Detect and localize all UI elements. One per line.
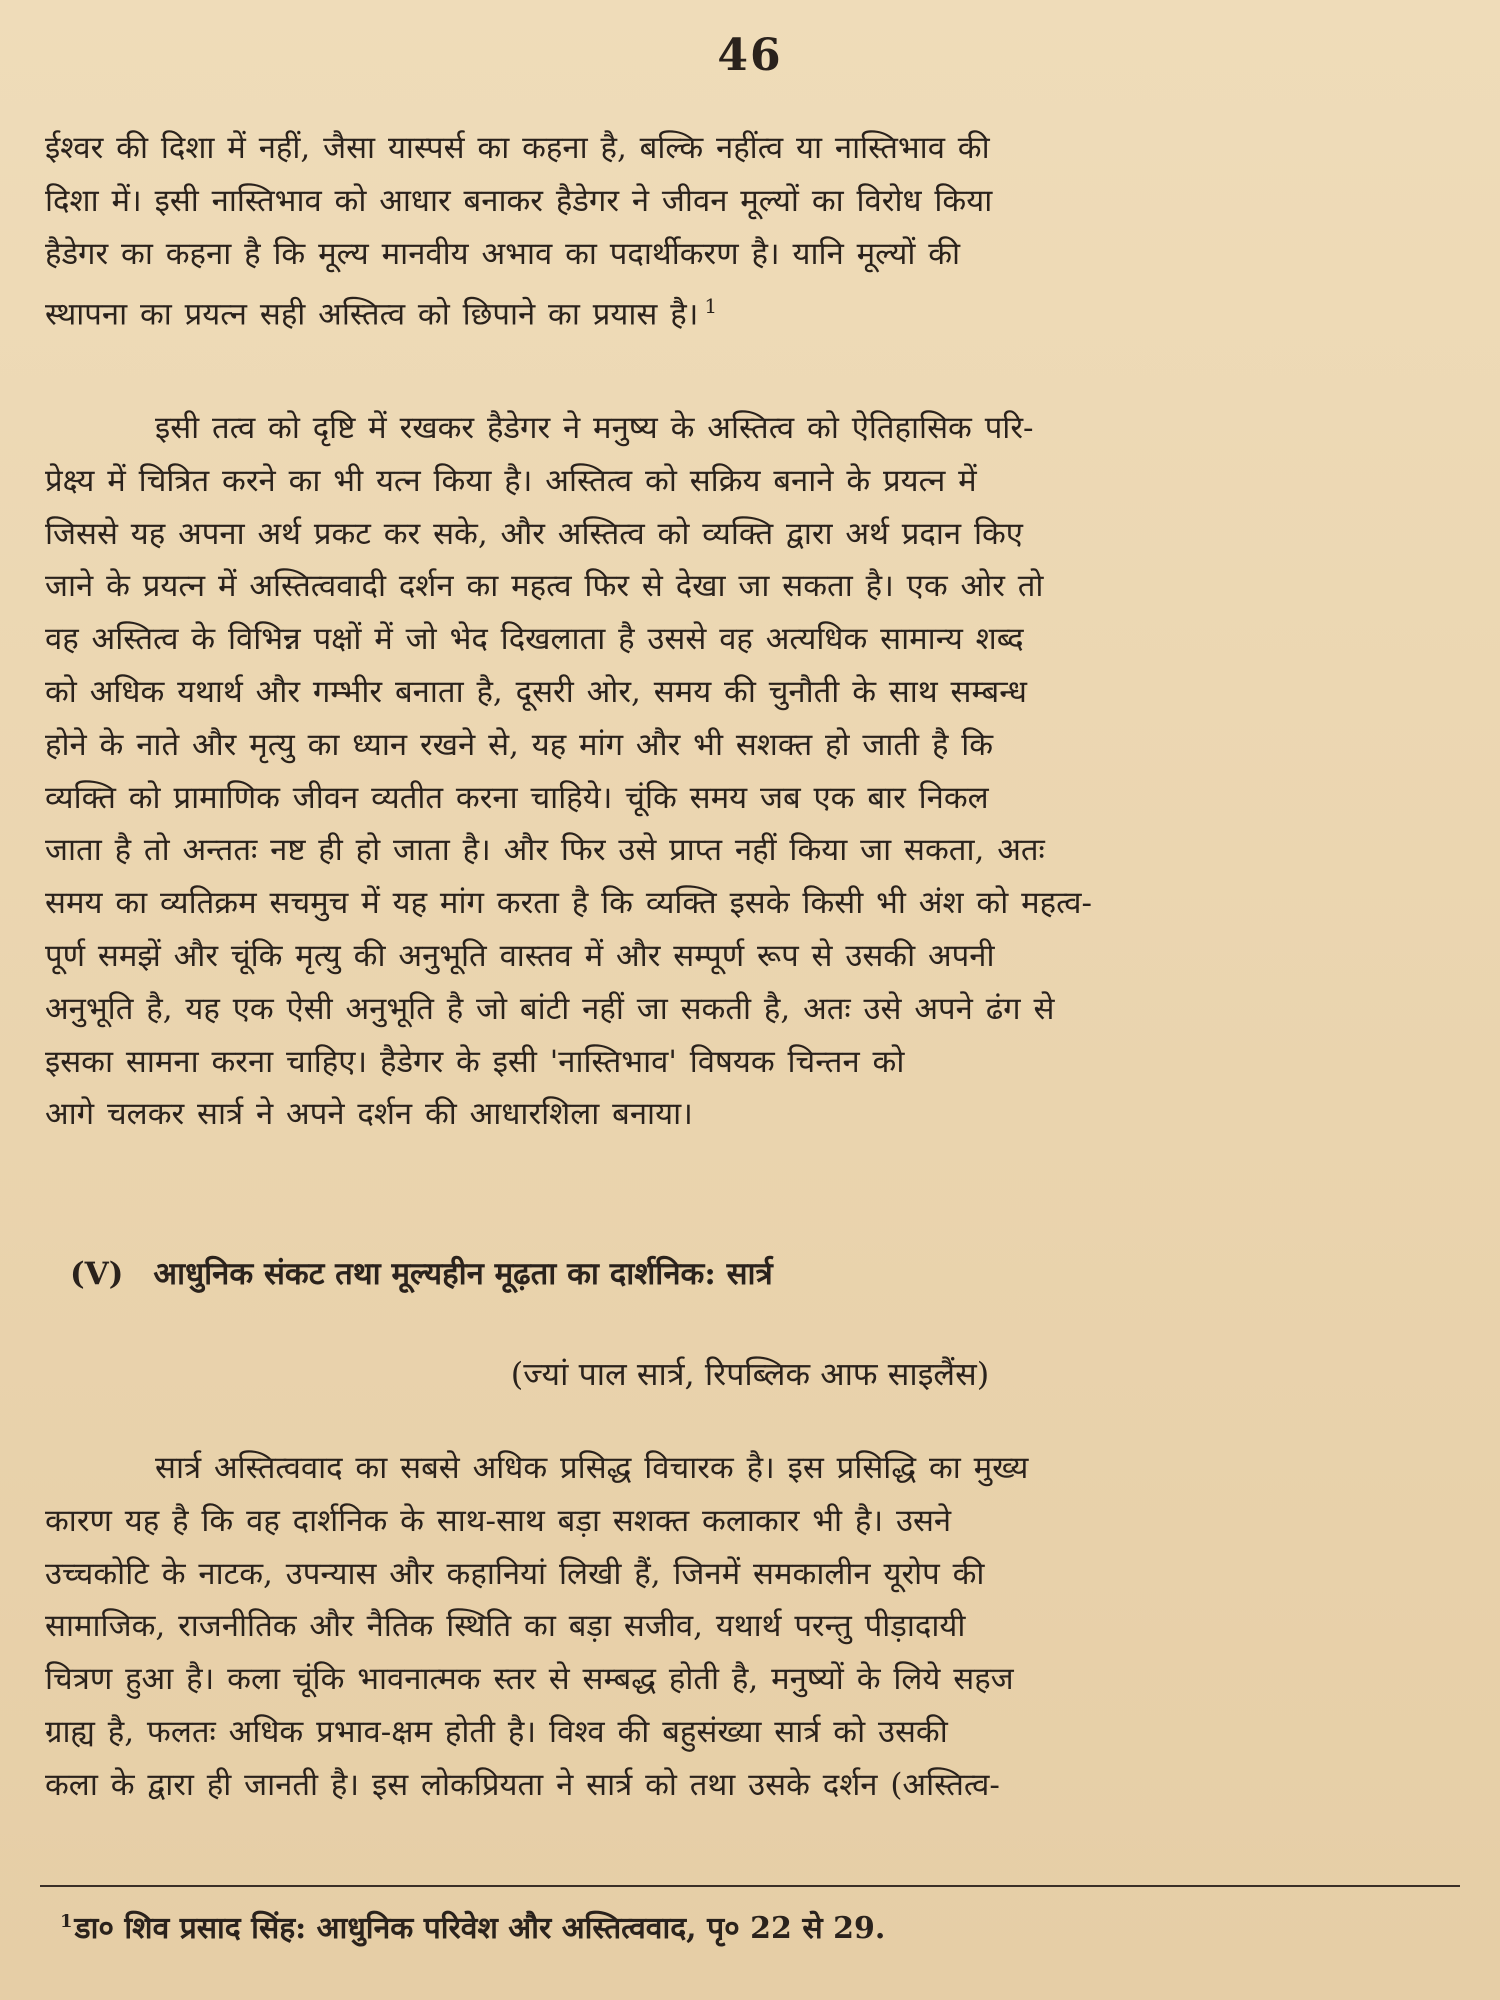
text-line: इसका सामना करना चाहिए। हैडेगर के इसी 'नास्तिभाव' विषयक चिन्तन को bbox=[45, 1043, 905, 1080]
text-line: प्रेक्ष्य में चित्रित करने का भी यत्न किया है। अस्तित्व को सक्रिय बनाने के प्रयत्न में bbox=[45, 462, 977, 499]
text-line: समय का व्यतिक्रम सचमुच में यह मांग करता है कि व्यक्ति इसके किसी भी अंश को महत्व- bbox=[45, 885, 1092, 922]
footnote-marker: 1 bbox=[60, 1911, 73, 1932]
text-line: चित्रण हुआ है। कला चूंकि भावनात्मक स्तर से सम्बद्ध होती है, मनुष्यों के लिये सहज bbox=[45, 1661, 1014, 1698]
footnote-divider bbox=[40, 1885, 1460, 1887]
footnote-text: डा० शिव प्रसाद सिंह: आधुनिक परिवेश और अस्तित्ववाद, पृ० 22 से 29. bbox=[74, 1911, 886, 1946]
page-number: 46 bbox=[717, 30, 783, 81]
text-line: ईश्वर की दिशा में नहीं, जैसा यास्पर्स का कहना है, बल्कि नहींत्व या नास्तिभाव की bbox=[45, 130, 990, 166]
text-line: आगे चलकर सार्त्र ने अपने दर्शन की आधारशिला बनाया। bbox=[45, 1096, 693, 1133]
text-line: अनुभूति है, यह एक ऐसी अनुभूति है जो बांटी नहीं जा सकती है, अतः उसे अपने ढंग से bbox=[45, 990, 1055, 1027]
text-line: हैडेगर का कहना है कि मूल्य मानवीय अभाव का पदार्थीकरण है। यानि मूल्यों की bbox=[45, 235, 961, 272]
text-line: कारण यह है कि वह दार्शनिक के साथ-साथ बड़ा सशक्त कलाकार भी है। उसने bbox=[45, 1502, 952, 1539]
text-line: व्यक्ति को प्रामाणिक जीवन व्यतीत करना चाहिये। चूंकि समय जब एक बार निकल bbox=[45, 779, 989, 816]
section-heading bbox=[70, 1252, 1430, 1294]
text-line: कला के द्वारा ही जानती है। इस लोकप्रियता ने सार्त्र को तथा उसके दर्शन (अस्तित्व- bbox=[45, 1766, 1000, 1803]
text-line: दिशा में। इसी नास्तिभाव को आधार बनाकर हैडेगर ने जीवन मूल्यों का विरोध किया bbox=[45, 182, 993, 219]
text-line: ग्राह्य है, फलतः अधिक प्रभाव-क्षम होती है। विश्व की बहुसंख्या सार्त्र को उसकी bbox=[45, 1713, 948, 1750]
text-line: स्थापना का प्रयत्न सही अस्तित्व को छिपाने का प्रयास है। bbox=[45, 296, 699, 333]
text-line: को अधिक यथार्थ और गम्भीर बनाता है, दूसरी ओर, समय की चुनौती के साथ सम्बन्ध bbox=[45, 673, 1027, 710]
footnote-reference: 1 bbox=[704, 294, 718, 319]
text-line: जिससे यह अपना अर्थ प्रकट कर सके, और अस्तित्व को व्यक्ति द्वारा अर्थ प्रदान किए bbox=[45, 515, 1023, 552]
section-subheading: (ज्यां पाल सार्त्र, रिपब्लिक आफ साइलैंस) bbox=[510, 1355, 990, 1393]
section-title: आधुनिक संकट तथा मूल्यहीन मूढ़ता का दार्शनिक: सार्त्र bbox=[153, 1256, 773, 1292]
section-number: (V) bbox=[70, 1256, 124, 1292]
text-line: जाता है तो अन्ततः नष्ट ही हो जाता है। और फिर उसे प्राप्त नहीं किया जा सकता, अतः bbox=[45, 832, 1045, 869]
paragraph-1 bbox=[45, 122, 1455, 342]
paragraph-3 bbox=[45, 1442, 1455, 1812]
text-line: पूर्ण समझें और चूंकि मृत्यु की अनुभूति वास्तव में और सम्पूर्ण रूप से उसकी अपनी bbox=[45, 937, 995, 974]
paragraph-2 bbox=[45, 402, 1455, 1141]
text-line: उच्चकोटि के नाटक, उपन्यास और कहानियां लिखी हैं, जिनमें समकालीन यूरोप की bbox=[45, 1555, 985, 1592]
text-line: जाने के प्रयत्न में अस्तित्ववादी दर्शन का महत्व फिर से देखा जा सकता है। एक ओर तो bbox=[45, 568, 1044, 605]
footnote bbox=[60, 1906, 1440, 1947]
text-line: होने के नाते और मृत्यु का ध्यान रखने से, यह मांग और भी सशक्त हो जाती है कि bbox=[45, 726, 994, 763]
text-line: वह अस्तित्व के विभिन्न पक्षों में जो भेद दिखलाता है उससे वह अत्यधिक सामान्य शब्द bbox=[45, 621, 1024, 658]
text-line: सामाजिक, राजनीतिक और नैतिक स्थिति का बड़ा सजीव, यथार्थ परन्तु पीड़ादायी bbox=[45, 1608, 966, 1645]
text-line-with-ref bbox=[45, 280, 1455, 341]
text-line: इसी तत्व को दृष्टि में रखकर हैडेगर ने मनुष्य के अस्तित्व को ऐतिहासिक परि- bbox=[155, 410, 1034, 446]
text-line: सार्त्र अस्तित्ववाद का सबसे अधिक प्रसिद्ध विचारक है। इस प्रसिद्धि का मुख्य bbox=[155, 1450, 1029, 1486]
